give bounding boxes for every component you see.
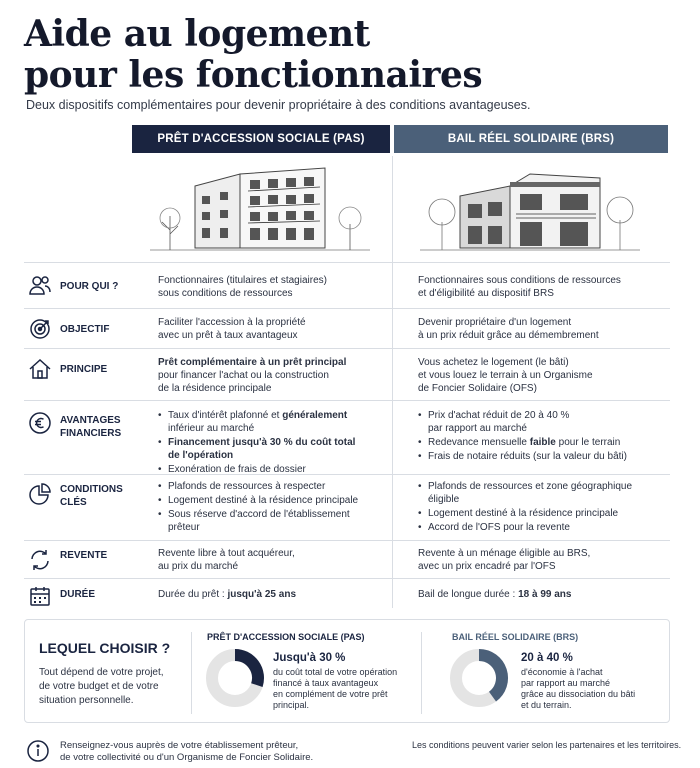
apartment-building-illustration xyxy=(150,156,370,256)
text-line: Vous achetez le logement (le bâti) xyxy=(418,357,569,368)
pas-cell xyxy=(158,356,398,395)
list-item: • Exonération de frais de dossier xyxy=(158,463,398,476)
pas-cell xyxy=(158,274,398,300)
list-item: • Sous réserve d'accord de l'établissement prêteur xyxy=(158,508,398,534)
text-line: sous conditions de ressources xyxy=(158,288,293,299)
divider xyxy=(421,632,422,714)
choose-text: Tout dépend de votre projet, de votre budget et de votre situation personnelle. xyxy=(39,667,164,706)
row-objectif xyxy=(24,308,670,348)
brs-description: d'économie à l'achat par rapport au marché grâce au dissociation du bâti et du terrain. xyxy=(521,667,636,710)
list-item: • Frais de notaire réduits (sur la valeur du bâti) xyxy=(418,450,668,463)
row-revente xyxy=(24,540,670,578)
pas-description: du coût total de votre opération financé à taux avantageux en complément de votre prêt principal. xyxy=(273,667,398,710)
row-label: PRINCIPE xyxy=(60,364,108,375)
row-label xyxy=(60,414,121,440)
text-line: Fonctionnaires (titulaires et stagiaires) xyxy=(158,275,327,286)
brs-cell: Bail de longue durée : 18 à 99 ans xyxy=(418,589,572,600)
text-line: à un prix réduit grâce au démembrement xyxy=(418,330,599,341)
brs-cell xyxy=(418,356,668,395)
calendar-icon xyxy=(28,584,52,608)
choose-title: LEQUEL CHOISIR ? xyxy=(39,640,171,656)
list-item: • Logement destiné à la résidence principale xyxy=(158,494,398,507)
row-duree xyxy=(24,578,670,608)
column-header-brs: BAIL RÉEL SOLIDAIRE (BRS) xyxy=(394,125,668,153)
page-title-line-1: Aide au logement xyxy=(24,13,370,55)
row-conditions-cles xyxy=(24,474,670,540)
row-pour-qui xyxy=(24,262,670,308)
footer-note: Renseignez-vous auprès de votre établissement prêteur, de votre collectivité ou d'un Organisme de Foncier Solidaire. xyxy=(60,740,314,763)
text-line: Prêt complémentaire à un prêt principal xyxy=(158,357,347,368)
choose-panel xyxy=(24,619,670,723)
brs-cell xyxy=(418,480,668,535)
pas-cell xyxy=(158,316,398,342)
text-line: pour financer l'achat ou la construction xyxy=(158,370,329,381)
text-line: de la résidence principale xyxy=(158,383,272,394)
people-icon xyxy=(28,273,52,297)
list-item: • Financement jusqu'à 30 % du coût total de l'opération xyxy=(158,436,398,462)
label-line: CLÉS xyxy=(60,497,87,508)
list-item: • Plafonds de ressources à respecter xyxy=(158,480,398,493)
brs-donut xyxy=(449,648,509,708)
euro-icon xyxy=(28,411,52,435)
row-avantages-financiers xyxy=(24,400,670,474)
row-label: POUR QUI ? xyxy=(60,281,119,292)
brs-percent: 20 à 40 % xyxy=(521,652,573,664)
column-header-pas: PRÊT D'ACCESSION SOCIALE (PAS) xyxy=(132,125,390,153)
pas-cell xyxy=(158,409,398,477)
row-label xyxy=(60,483,123,509)
brs-cell xyxy=(418,547,668,573)
list-item: • Plafonds de ressources et zone géographique éligible xyxy=(418,480,668,506)
pas-cell xyxy=(158,480,398,535)
list-item: • Taux d'intérêt plafonné et généralement inférieur au marché xyxy=(158,409,398,435)
page-title-line-2: pour les fonctionnaires xyxy=(24,54,483,96)
row-label: DURÉE xyxy=(60,589,96,600)
pas-donut-arc xyxy=(235,655,258,685)
text-line: et d'éligibilité au dispositif BRS xyxy=(418,288,554,299)
text-line: Fonctionnaires sous conditions de ressources xyxy=(418,275,621,286)
list-item: • Logement destiné à la résidence principale xyxy=(418,507,668,520)
list-item: • Prix d'achat réduit de 20 à 40 % par rapport au marché xyxy=(418,409,668,435)
label-line: AVANTAGES xyxy=(60,415,121,426)
brs-cell xyxy=(418,316,668,342)
brs-cell xyxy=(418,409,668,464)
page-subtitle: Deux dispositifs complémentaires pour devenir propriétaire à des conditions avantageuses. xyxy=(26,98,531,112)
text-line: Devenir propriétaire d'un logement xyxy=(418,317,572,328)
target-icon xyxy=(28,317,52,341)
text-line: Revente à un ménage éligible au BRS, xyxy=(418,548,591,559)
text-line: au prix du marché xyxy=(158,561,239,572)
text-line: de Foncier Solidaire (OFS) xyxy=(418,383,537,394)
refresh-icon xyxy=(28,548,52,572)
text-line: avec un prix encadré par l'OFS xyxy=(418,561,556,572)
house-icon xyxy=(28,357,52,381)
pas-donut xyxy=(205,648,265,708)
pas-cell xyxy=(158,547,398,573)
choose-pas-heading: PRÊT D'ACCESSION SOCIALE (PAS) xyxy=(207,632,365,642)
text-line: Faciliter l'accession à la propriété xyxy=(158,317,306,328)
pas-cell: Durée du prêt : jusqu'à 25 ans xyxy=(158,589,296,600)
row-principe xyxy=(24,348,670,400)
row-label: REVENTE xyxy=(60,550,108,561)
choose-brs-heading: BAIL RÉEL SOLIDAIRE (BRS) xyxy=(452,632,579,642)
brs-donut-arc xyxy=(479,655,502,697)
list-item: • Redevance mensuelle faible pour le terrain xyxy=(418,436,668,449)
footer-disclaimer: Les conditions peuvent varier selon les partenaires et les territoires. xyxy=(412,740,682,750)
row-label: OBJECTIF xyxy=(60,324,110,335)
label-line: FINANCIERS xyxy=(60,428,122,439)
pas-percent: Jusqu'à 30 % xyxy=(273,652,346,664)
label-line: CONDITIONS xyxy=(60,484,123,495)
pie-chart-icon xyxy=(28,483,52,507)
text-line: Revente libre à tout acquéreur, xyxy=(158,548,295,559)
brs-cell xyxy=(418,274,668,300)
divider xyxy=(191,632,192,714)
list-item: • Accord de l'OFS pour la revente xyxy=(418,521,668,534)
info-icon xyxy=(26,739,50,763)
house-illustration xyxy=(420,156,640,256)
text-line: et vous louez le terrain à un Organisme xyxy=(418,370,593,381)
page-title xyxy=(24,14,482,96)
text-line: avec un prêt à taux avantageux xyxy=(158,330,298,341)
